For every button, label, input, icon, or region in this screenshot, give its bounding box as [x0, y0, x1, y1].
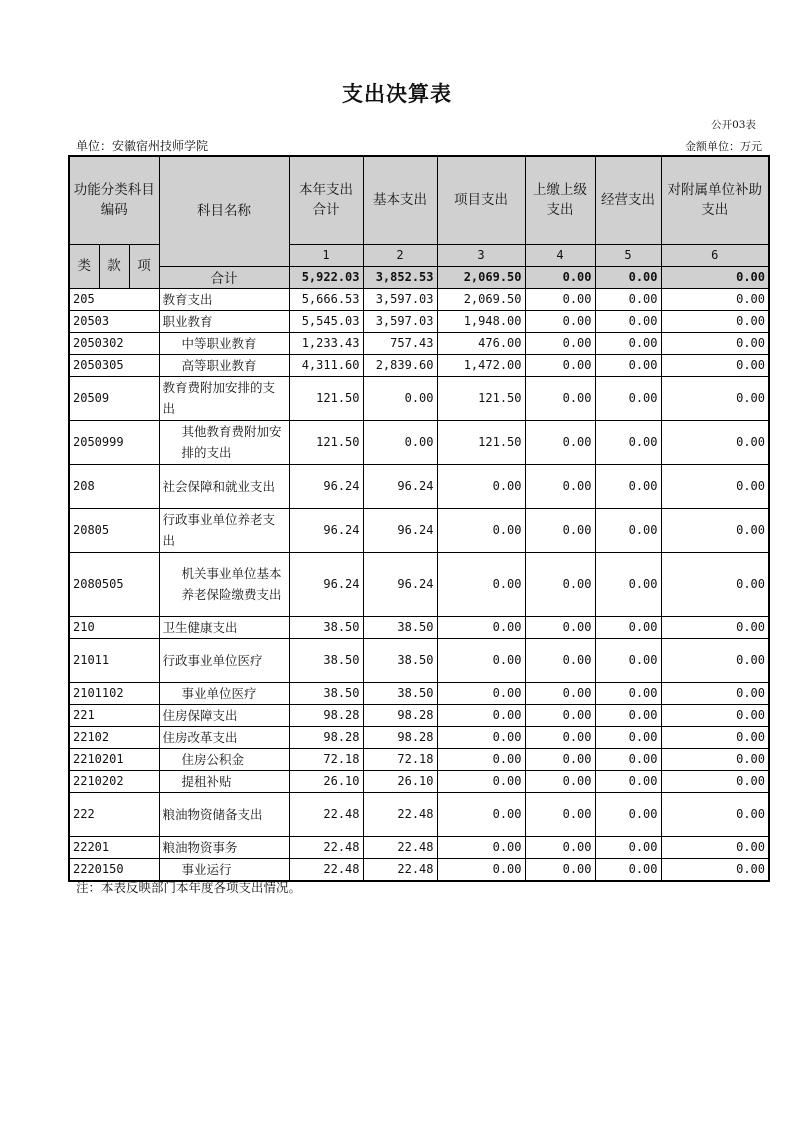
- money-unit-label: 金额单位：万元: [685, 140, 762, 153]
- row-value: 0.00: [661, 770, 769, 792]
- row-value: 0.00: [595, 836, 661, 858]
- row-code: 2101102: [69, 682, 159, 704]
- row-code: 2050305: [69, 354, 159, 376]
- row-value: 96.24: [289, 464, 363, 508]
- row-value: 0.00: [595, 770, 661, 792]
- header-col6: 对附属单位补助支出: [661, 156, 769, 244]
- page-title: 支出决算表: [342, 81, 452, 106]
- row-value: 0.00: [525, 420, 595, 464]
- table-row: [69, 726, 769, 748]
- column-number: 3: [437, 244, 525, 266]
- row-name: 事业单位医疗: [159, 682, 289, 704]
- row-value: 0.00: [525, 376, 595, 420]
- row-value: 121.50: [437, 420, 525, 464]
- row-value: 98.28: [363, 726, 437, 748]
- total-label: 合计: [159, 266, 289, 288]
- total-value: 5,922.03: [289, 266, 363, 288]
- row-value: 38.50: [363, 682, 437, 704]
- row-value: 38.50: [289, 638, 363, 682]
- row-value: 5,545.03: [289, 310, 363, 332]
- row-code: 2050302: [69, 332, 159, 354]
- row-value: 0.00: [525, 638, 595, 682]
- row-value: 0.00: [595, 704, 661, 726]
- row-code: 2210202: [69, 770, 159, 792]
- row-name: 行政事业单位养老支出: [159, 508, 289, 552]
- row-value: 2,839.60: [363, 354, 437, 376]
- row-value: 3,597.03: [363, 310, 437, 332]
- row-value: 0.00: [595, 420, 661, 464]
- row-value: 26.10: [289, 770, 363, 792]
- row-value: 0.00: [595, 376, 661, 420]
- column-number: 5: [595, 244, 661, 266]
- column-number: 4: [525, 244, 595, 266]
- row-value: 0.00: [525, 704, 595, 726]
- row-value: 0.00: [525, 836, 595, 858]
- row-code: 20805: [69, 508, 159, 552]
- row-value: 0.00: [525, 288, 595, 310]
- row-value: 0.00: [525, 354, 595, 376]
- row-name: 卫生健康支出: [159, 616, 289, 638]
- column-number: 1: [289, 244, 363, 266]
- row-value: 26.10: [363, 770, 437, 792]
- row-value: 0.00: [661, 354, 769, 376]
- row-value: 0.00: [363, 420, 437, 464]
- row-value: 38.50: [363, 616, 437, 638]
- row-name: 粮油物资储备支出: [159, 792, 289, 836]
- row-value: 0.00: [661, 858, 769, 881]
- row-value: 38.50: [289, 682, 363, 704]
- row-value: 0.00: [595, 748, 661, 770]
- row-value: 0.00: [525, 682, 595, 704]
- row-value: 0.00: [595, 552, 661, 616]
- row-value: 0.00: [595, 332, 661, 354]
- total-value: 0.00: [661, 266, 769, 288]
- header-col4: 上缴上级支出: [525, 156, 595, 244]
- row-code: 205: [69, 288, 159, 310]
- row-value: 0.00: [595, 682, 661, 704]
- row-value: 98.28: [363, 704, 437, 726]
- row-code: 20509: [69, 376, 159, 420]
- table-note: 注：本表反映部门本年度各项支出情况。: [76, 880, 302, 895]
- row-value: 0.00: [437, 682, 525, 704]
- row-value: 0.00: [595, 792, 661, 836]
- row-value: 0.00: [595, 288, 661, 310]
- total-value: 0.00: [595, 266, 661, 288]
- row-name: 中等职业教育: [159, 332, 289, 354]
- row-value: 3,597.03: [363, 288, 437, 310]
- row-value: 0.00: [525, 552, 595, 616]
- row-value: 121.50: [437, 376, 525, 420]
- row-value: 96.24: [363, 552, 437, 616]
- header-col1: 本年支出合计: [289, 156, 363, 244]
- row-name: 住房公积金: [159, 748, 289, 770]
- row-value: 0.00: [525, 508, 595, 552]
- table-row: [69, 682, 769, 704]
- row-value: 0.00: [525, 770, 595, 792]
- row-value: 0.00: [661, 552, 769, 616]
- row-name: 粮油物资事务: [159, 836, 289, 858]
- row-value: 1,233.43: [289, 332, 363, 354]
- header-name: 科目名称: [159, 156, 289, 266]
- row-value: 0.00: [525, 726, 595, 748]
- row-value: 0.00: [437, 508, 525, 552]
- row-value: 0.00: [661, 792, 769, 836]
- row-value: 2,069.50: [437, 288, 525, 310]
- row-value: 0.00: [437, 748, 525, 770]
- row-value: 1,472.00: [437, 354, 525, 376]
- row-name: 机关事业单位基本养老保险缴费支出: [159, 552, 289, 616]
- row-value: 0.00: [595, 638, 661, 682]
- column-number: 2: [363, 244, 437, 266]
- row-value: 0.00: [661, 616, 769, 638]
- row-name: 社会保障和就业支出: [159, 464, 289, 508]
- header-lei: 类: [69, 244, 99, 288]
- row-value: 4,311.60: [289, 354, 363, 376]
- row-value: 0.00: [525, 332, 595, 354]
- row-code: 222: [69, 792, 159, 836]
- column-number: 6: [661, 244, 769, 266]
- row-name: 住房保障支出: [159, 704, 289, 726]
- row-value: 22.48: [363, 858, 437, 881]
- row-value: 0.00: [595, 616, 661, 638]
- row-code: 22102: [69, 726, 159, 748]
- row-value: 0.00: [595, 354, 661, 376]
- row-value: 96.24: [363, 464, 437, 508]
- row-value: 0.00: [661, 288, 769, 310]
- row-value: 22.48: [289, 836, 363, 858]
- header-col5: 经营支出: [595, 156, 661, 244]
- table-row: [69, 792, 769, 836]
- row-value: 0.00: [437, 638, 525, 682]
- unit-label: 单位：安徽宿州技师学院: [76, 139, 209, 153]
- table-row: [69, 354, 769, 376]
- row-name: 职业教育: [159, 310, 289, 332]
- row-name: 教育费附加安排的支出: [159, 376, 289, 420]
- row-value: 0.00: [661, 376, 769, 420]
- row-name: 提租补贴: [159, 770, 289, 792]
- row-name: 教育支出: [159, 288, 289, 310]
- row-value: 0.00: [525, 748, 595, 770]
- row-value: 0.00: [661, 420, 769, 464]
- row-code: 2220150: [69, 858, 159, 881]
- row-value: 0.00: [525, 792, 595, 836]
- header-col3: 项目支出: [437, 156, 525, 244]
- table-row: [69, 420, 769, 464]
- row-value: 0.00: [437, 616, 525, 638]
- row-value: 0.00: [437, 704, 525, 726]
- row-value: 0.00: [525, 310, 595, 332]
- table-row: [69, 310, 769, 332]
- table-row: [69, 332, 769, 354]
- row-value: 0.00: [437, 770, 525, 792]
- row-value: 38.50: [289, 616, 363, 638]
- row-code: 221: [69, 704, 159, 726]
- row-value: 0.00: [595, 508, 661, 552]
- table-row: [69, 704, 769, 726]
- row-value: 0.00: [437, 726, 525, 748]
- row-value: 0.00: [661, 508, 769, 552]
- row-value: 1,948.00: [437, 310, 525, 332]
- row-value: 0.00: [437, 836, 525, 858]
- row-code: 2210201: [69, 748, 159, 770]
- row-code: 2080505: [69, 552, 159, 616]
- row-value: 0.00: [661, 836, 769, 858]
- total-value: 3,852.53: [363, 266, 437, 288]
- row-value: 0.00: [437, 552, 525, 616]
- table-row: [69, 464, 769, 508]
- row-code: 210: [69, 616, 159, 638]
- table-row: [69, 616, 769, 638]
- header-kuan: 款: [99, 244, 129, 288]
- row-value: 5,666.53: [289, 288, 363, 310]
- row-value: 96.24: [289, 508, 363, 552]
- total-value: 2,069.50: [437, 266, 525, 288]
- row-name: 住房改革支出: [159, 726, 289, 748]
- row-value: 0.00: [525, 616, 595, 638]
- row-value: 0.00: [525, 858, 595, 881]
- row-code: 21011: [69, 638, 159, 682]
- header-code: 功能分类科目编码: [69, 156, 159, 244]
- total-value: 0.00: [525, 266, 595, 288]
- row-value: 98.28: [289, 726, 363, 748]
- row-value: 96.24: [289, 552, 363, 616]
- expenditure-table: [68, 155, 770, 882]
- row-code: 2050999: [69, 420, 159, 464]
- row-value: 22.48: [289, 792, 363, 836]
- row-value: 0.00: [661, 704, 769, 726]
- row-value: 96.24: [363, 508, 437, 552]
- table-row: [69, 508, 769, 552]
- table-row: [69, 770, 769, 792]
- row-value: 0.00: [525, 464, 595, 508]
- header-xiang: 项: [129, 244, 159, 288]
- row-name: 高等职业教育: [159, 354, 289, 376]
- table-row: [69, 288, 769, 310]
- row-value: 0.00: [595, 310, 661, 332]
- row-value: 0.00: [437, 464, 525, 508]
- row-value: 0.00: [661, 638, 769, 682]
- table-row: [69, 376, 769, 420]
- row-value: 0.00: [437, 858, 525, 881]
- row-name: 其他教育费附加安排的支出: [159, 420, 289, 464]
- row-value: 0.00: [661, 682, 769, 704]
- row-name: 事业运行: [159, 858, 289, 881]
- table-row: [69, 552, 769, 616]
- row-value: 0.00: [437, 792, 525, 836]
- row-value: 0.00: [661, 726, 769, 748]
- header-col2: 基本支出: [363, 156, 437, 244]
- row-value: 121.50: [289, 376, 363, 420]
- row-value: 22.48: [363, 792, 437, 836]
- row-name: 行政事业单位医疗: [159, 638, 289, 682]
- row-value: 0.00: [595, 464, 661, 508]
- row-value: 0.00: [661, 310, 769, 332]
- row-value: 0.00: [595, 726, 661, 748]
- row-code: 208: [69, 464, 159, 508]
- row-value: 38.50: [363, 638, 437, 682]
- table-row: [69, 748, 769, 770]
- form-number: 公开03表: [711, 119, 756, 131]
- row-value: 22.48: [289, 858, 363, 881]
- row-value: 72.18: [363, 748, 437, 770]
- row-value: 0.00: [363, 376, 437, 420]
- table-row: [69, 836, 769, 858]
- row-value: 98.28: [289, 704, 363, 726]
- row-value: 22.48: [363, 836, 437, 858]
- row-value: 0.00: [661, 332, 769, 354]
- row-value: 0.00: [595, 858, 661, 881]
- row-value: 0.00: [661, 464, 769, 508]
- row-value: 757.43: [363, 332, 437, 354]
- row-value: 476.00: [437, 332, 525, 354]
- row-code: 20503: [69, 310, 159, 332]
- row-code: 22201: [69, 836, 159, 858]
- row-value: 0.00: [661, 748, 769, 770]
- table-row: [69, 638, 769, 682]
- row-value: 121.50: [289, 420, 363, 464]
- row-value: 72.18: [289, 748, 363, 770]
